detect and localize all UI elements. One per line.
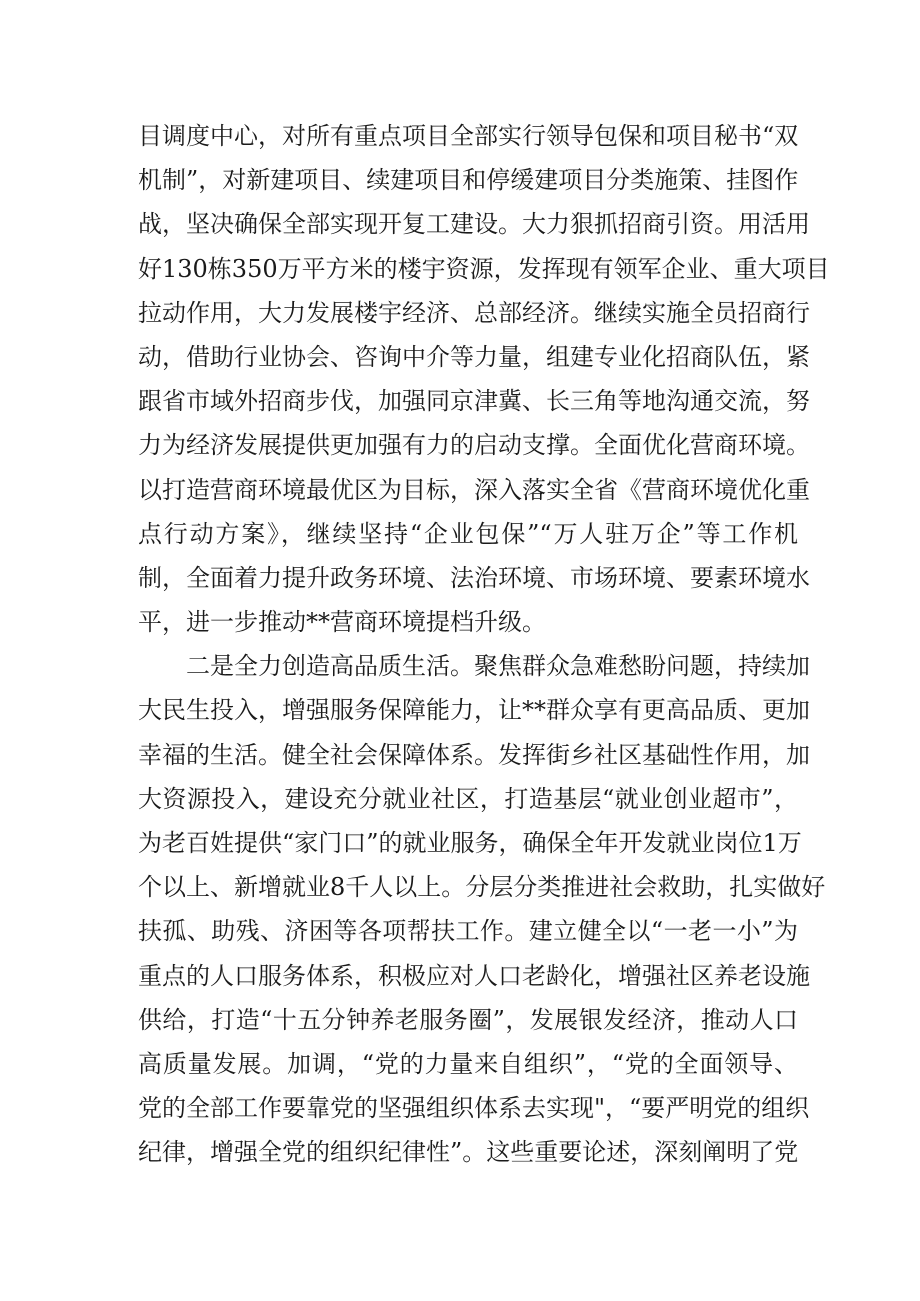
text-line: 个以上、新增就业8千人以上。分层分类推进社会救助，扎实做好 [138,873,826,902]
text-line: 大民生投入，增强服务保障能力，让**群众享有更高品质、更加 [138,696,810,725]
text-line: 点行动方案》，继续坚持“企业包保”“万人驻万企”等工作机 [138,519,798,548]
text-line: 为老百姓提供“家门口”的就业服务，确保全年开发就业岗位1万 [138,829,802,857]
text-line: 动，借助行业协会、咨询中介等力量，组建专业化招商队伍，紧 [138,342,810,371]
document-body [138,114,830,1175]
paragraph-end-line: 平，进一步推动**营商环境提档升级。 [138,608,546,637]
text-line: 好130栋350万平方米的楼宇资源，发挥现有领军企业、重大项目 [138,254,830,283]
text-line: 战，坚决确保全部实现开复工建设。大力狠抓招商引资。用活用 [138,210,810,239]
text-line: 目调度中心，对所有重点项目全部实行领导包保和项目秘书“双 [138,122,799,150]
text-line: 党的全部工作要靠党的坚强组织体系去实现"，“要严明党的组织 [138,1094,810,1123]
text-line: 跟省市域外招商步伐，加强同京津冀、长三角等地沟通交流，努 [138,387,810,416]
text-line: 制，全面着力提升政务环境、法治环境、市场环境、要素环境水 [138,563,810,592]
text-line: 高质量发展。加调，“党的力量来自组织”，“党的全面领导、 [138,1049,798,1078]
text-line: 幸福的生活。健全社会保障体系。发挥街乡社区基础性作用，加 [138,740,810,769]
text-line: 供给，打造“十五分钟养老服务圈”，发展银发经济，推动人口 [138,1005,798,1034]
text-line: 扶孤、助残、济困等各项帮扶工作。建立健全以“一老一小”为 [138,917,798,946]
text-line: 以打造营商环境最优区为目标，深入落实全省《营商环境优化重 [138,475,810,504]
text-line: 纪律，增强全党的组织纪律性”。这些重要论述，深刻阐明了党 [138,1138,799,1167]
text-line: 拉动作用，大力发展楼宇经济、总部经济。继续实施全员招商行 [138,298,810,327]
paragraph-first-line: 二是全力创造高品质生活。聚焦群众急难愁盼问题，持续加 [186,652,810,681]
text-line: 机制”，对新建项目、续建项目和停缓建项目分类施策、挂图作 [138,166,799,195]
text-line: 力为经济发展提供更加强有力的启动支撑。全面优化营商环境。 [138,431,810,460]
text-line: 大资源投入，建设充分就业社区，打造基层“就业创业超市”， [138,784,798,813]
text-line: 重点的人口服务体系，积极应对人口老龄化，增强社区养老设施 [138,961,810,990]
